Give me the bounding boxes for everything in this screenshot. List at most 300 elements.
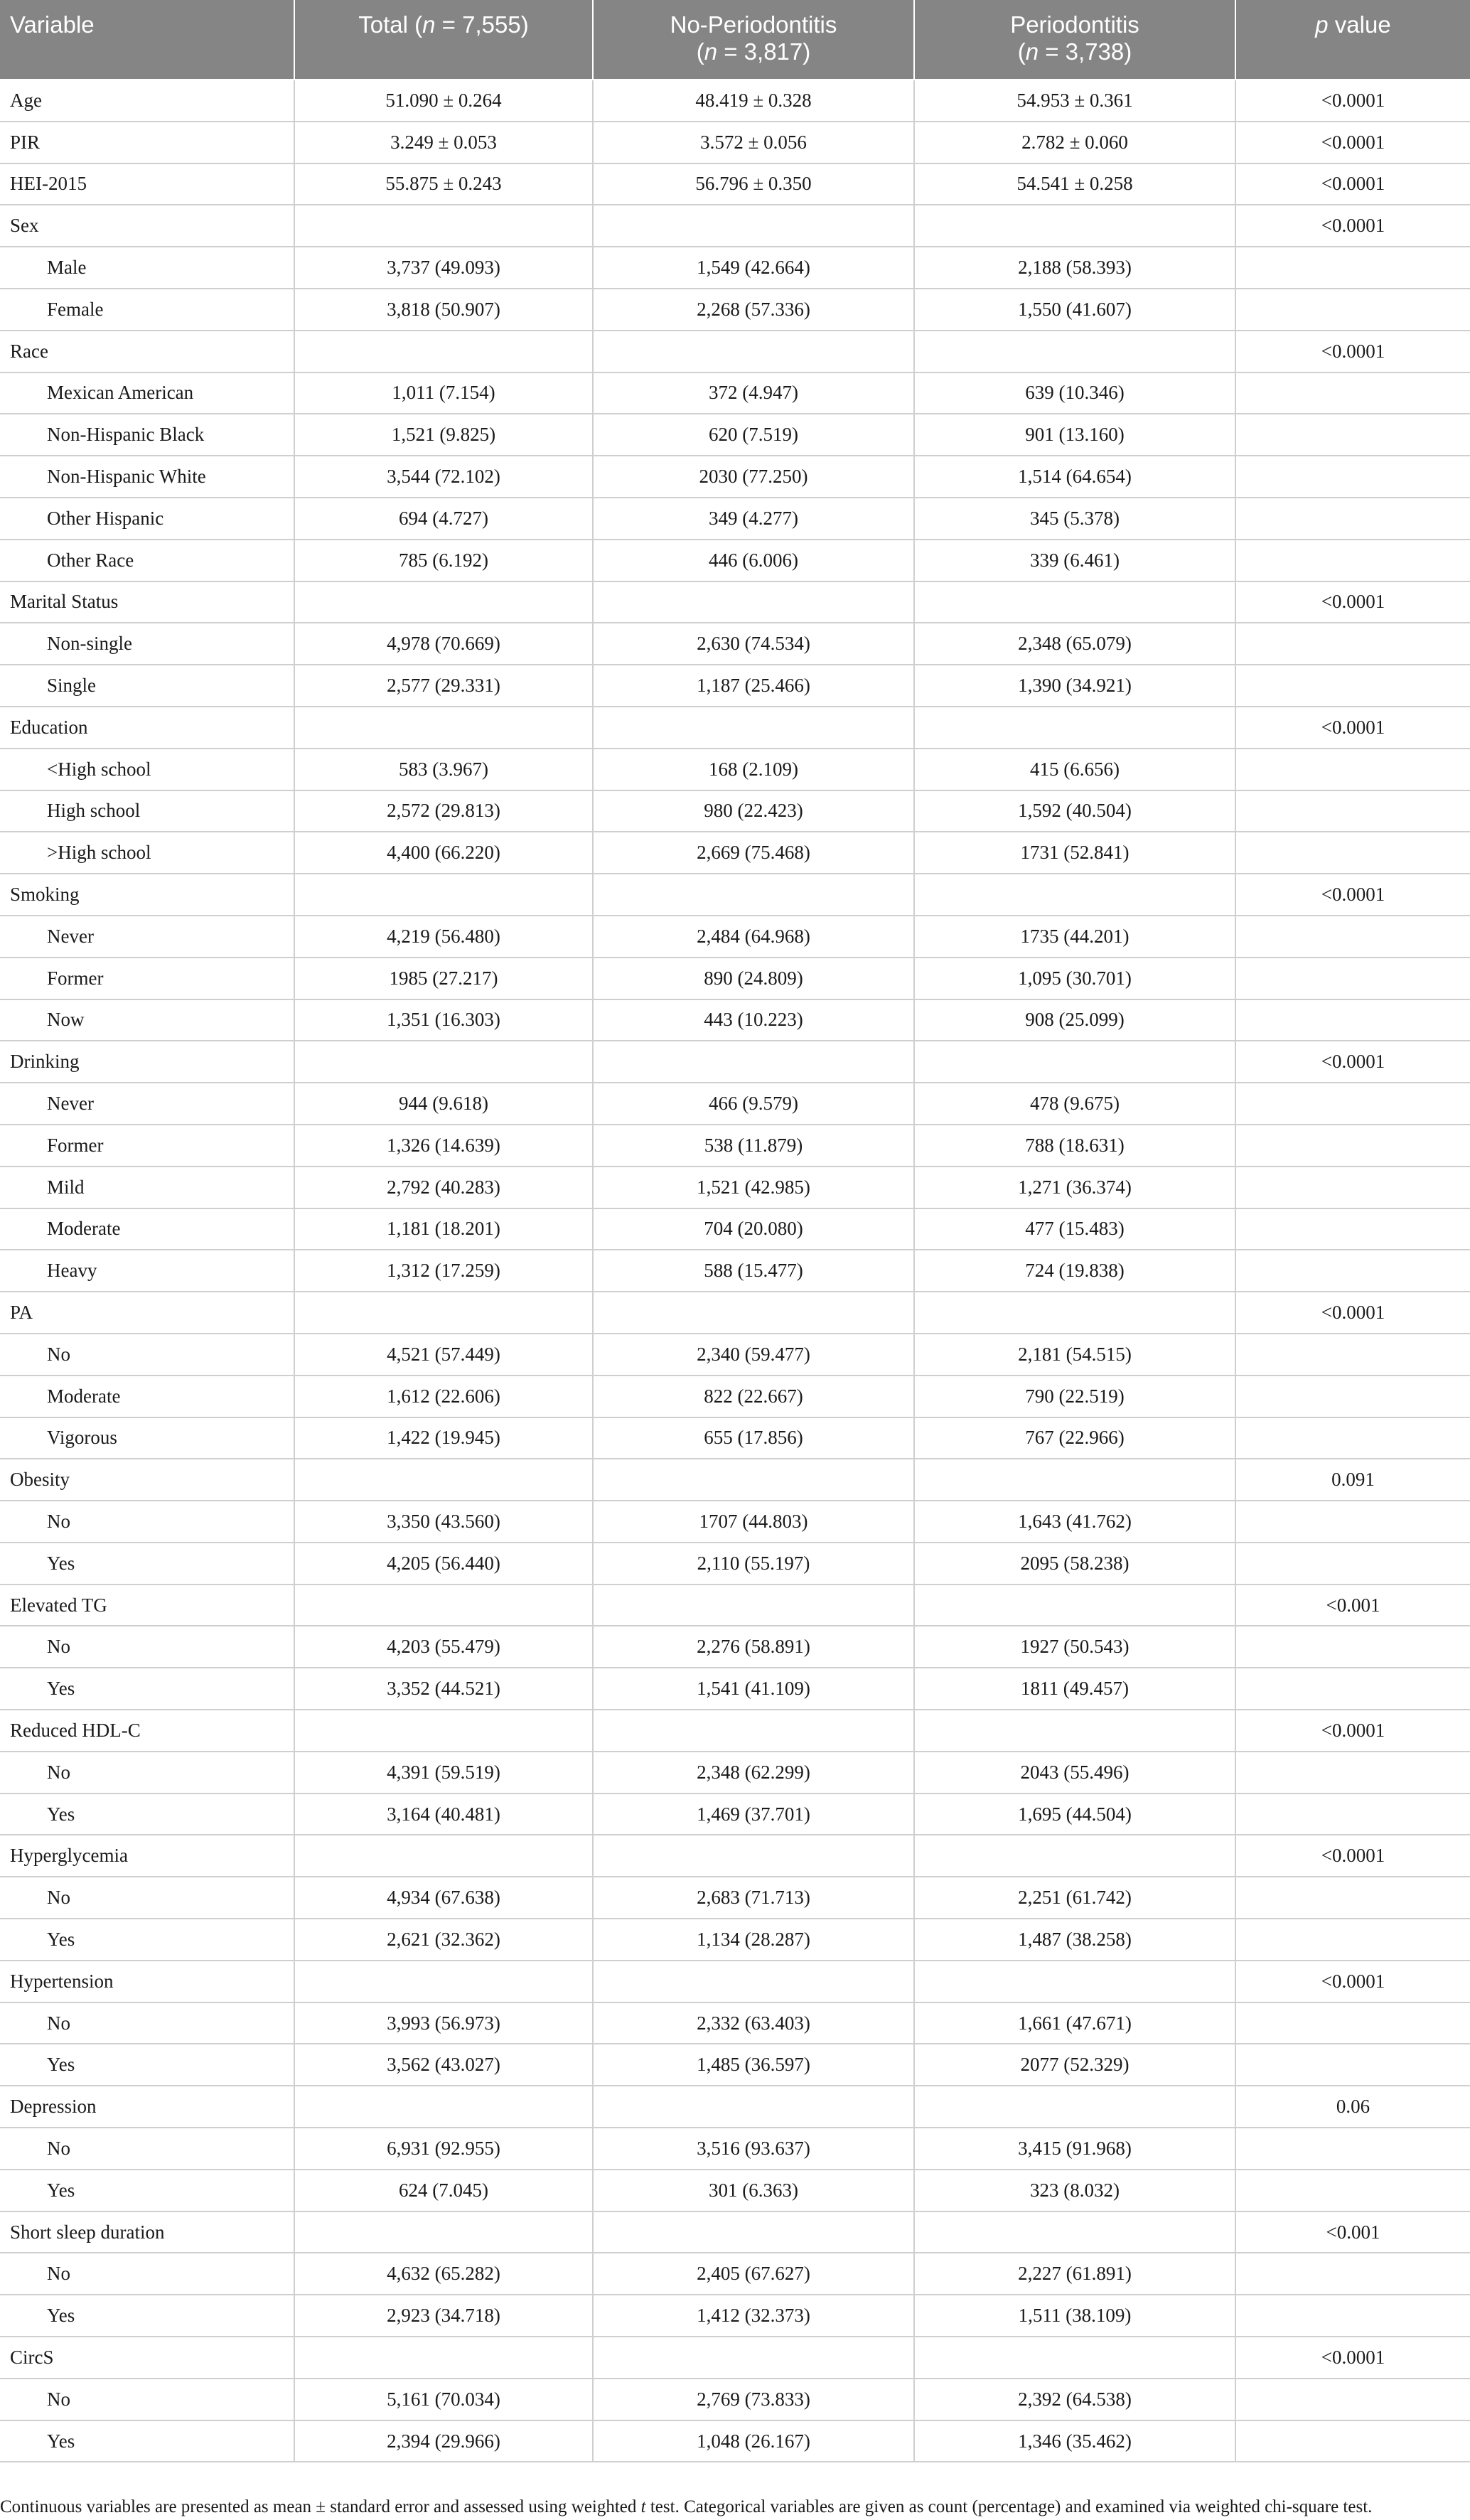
cell-periodontitis: 1,346 (35.462) — [914, 2420, 1235, 2462]
cell-no-periodontitis — [593, 1459, 914, 1501]
table-footnote: Continuous variables are presented as mean ± standard error and assessed using weighted t test. Categorical variables are given as count (percentage) and examined via weighted chi-square test. — [0, 2497, 1373, 2516]
cell-p-value — [1235, 1543, 1470, 1585]
table-row — [0, 122, 1470, 163]
cell-total — [294, 1710, 593, 1752]
cell-total: 624 (7.045) — [294, 2170, 593, 2211]
cell-periodontitis: 1735 (44.201) — [914, 916, 1235, 958]
cell-p-value — [1235, 498, 1470, 540]
cell-periodontitis: 908 (25.099) — [914, 999, 1235, 1041]
cell-variable: Moderate — [0, 1376, 294, 1417]
cell-p-value — [1235, 2379, 1470, 2420]
cell-variable: Mexican American — [0, 372, 294, 414]
header-total: Total (n = 7,555) — [294, 0, 593, 80]
cell-no-periodontitis: 2,348 (62.299) — [593, 1752, 914, 1794]
cell-total — [294, 1961, 593, 2002]
cell-variable: Obesity — [0, 1459, 294, 1501]
table-row — [0, 2253, 1470, 2295]
cell-variable: No — [0, 2002, 294, 2044]
cell-no-periodontitis: 1,521 (42.985) — [593, 1167, 914, 1208]
cell-p-value — [1235, 1794, 1470, 1835]
cell-variable: Former — [0, 958, 294, 999]
header-variable: Variable — [0, 0, 294, 80]
table-row — [0, 2420, 1470, 2462]
table-row — [0, 1961, 1470, 2002]
cell-variable: >High school — [0, 832, 294, 874]
cell-periodontitis: 1731 (52.841) — [914, 832, 1235, 874]
table-row — [0, 205, 1470, 247]
cell-variable: Non-Hispanic Black — [0, 414, 294, 456]
header-p-value: p value — [1235, 0, 1470, 80]
cell-p-value: <0.0001 — [1235, 1292, 1470, 1334]
cell-p-value — [1235, 414, 1470, 456]
cell-no-periodontitis: 48.419 ± 0.328 — [593, 80, 914, 122]
cell-p-value — [1235, 2170, 1470, 2211]
table-row — [0, 1292, 1470, 1334]
cell-periodontitis: 790 (22.519) — [914, 1376, 1235, 1417]
cell-periodontitis: 2.782 ± 0.060 — [914, 122, 1235, 163]
cell-total: 3,350 (43.560) — [294, 1501, 593, 1543]
cell-total: 1,326 (14.639) — [294, 1125, 593, 1167]
cell-variable: Drinking — [0, 1041, 294, 1083]
cell-p-value — [1235, 2002, 1470, 2044]
table-row — [0, 1334, 1470, 1376]
cell-total: 3,164 (40.481) — [294, 1794, 593, 1835]
cell-periodontitis: 1927 (50.543) — [914, 1626, 1235, 1668]
cell-total: 4,934 (67.638) — [294, 1877, 593, 1919]
cell-total: 785 (6.192) — [294, 540, 593, 581]
cell-variable: Yes — [0, 2044, 294, 2086]
cell-periodontitis: 1,695 (44.504) — [914, 1794, 1235, 1835]
table-row — [0, 2379, 1470, 2420]
cell-periodontitis — [914, 2211, 1235, 2253]
cell-total — [294, 2211, 593, 2253]
cell-no-periodontitis — [593, 205, 914, 247]
cell-periodontitis: 415 (6.656) — [914, 749, 1235, 790]
cell-no-periodontitis: 2,110 (55.197) — [593, 1543, 914, 1585]
table-row — [0, 1501, 1470, 1543]
cell-periodontitis: 1,487 (38.258) — [914, 1919, 1235, 1961]
cell-p-value — [1235, 790, 1470, 832]
cell-no-periodontitis: 443 (10.223) — [593, 999, 914, 1041]
cell-variable: Yes — [0, 1919, 294, 1961]
table-row — [0, 1208, 1470, 1250]
cell-periodontitis: 3,415 (91.968) — [914, 2128, 1235, 2170]
cell-no-periodontitis: 446 (6.006) — [593, 540, 914, 581]
table-row — [0, 999, 1470, 1041]
table-header — [0, 0, 1470, 80]
table-row — [0, 1167, 1470, 1208]
cell-no-periodontitis: 822 (22.667) — [593, 1376, 914, 1417]
cell-periodontitis: 724 (19.838) — [914, 1250, 1235, 1292]
cell-periodontitis: 2,188 (58.393) — [914, 247, 1235, 289]
cell-no-periodontitis: 2,332 (63.403) — [593, 2002, 914, 2044]
cell-p-value — [1235, 999, 1470, 1041]
cell-variable: Other Hispanic — [0, 498, 294, 540]
cell-periodontitis: 477 (15.483) — [914, 1208, 1235, 1250]
cell-periodontitis: 1,661 (47.671) — [914, 2002, 1235, 2044]
table-row — [0, 163, 1470, 205]
cell-no-periodontitis: 3.572 ± 0.056 — [593, 122, 914, 163]
cell-periodontitis: 2077 (52.329) — [914, 2044, 1235, 2086]
table-row — [0, 1752, 1470, 1794]
cell-total: 3.249 ± 0.053 — [294, 122, 593, 163]
cell-variable: Non-single — [0, 623, 294, 665]
table-row — [0, 1710, 1470, 1752]
cell-total: 694 (4.727) — [294, 498, 593, 540]
cell-p-value: <0.0001 — [1235, 331, 1470, 372]
cell-total: 1,312 (17.259) — [294, 1250, 593, 1292]
cell-periodontitis: 1,643 (41.762) — [914, 1501, 1235, 1543]
cell-periodontitis — [914, 1961, 1235, 2002]
table-row — [0, 749, 1470, 790]
cell-total: 4,978 (70.669) — [294, 623, 593, 665]
cell-periodontitis: 788 (18.631) — [914, 1125, 1235, 1167]
cell-periodontitis: 1,390 (34.921) — [914, 665, 1235, 707]
cell-p-value — [1235, 1668, 1470, 1710]
cell-p-value — [1235, 247, 1470, 289]
cell-total — [294, 1292, 593, 1334]
cell-p-value — [1235, 1208, 1470, 1250]
cell-no-periodontitis: 56.796 ± 0.350 — [593, 163, 914, 205]
cell-no-periodontitis: 3,516 (93.637) — [593, 2128, 914, 2170]
cell-p-value: <0.0001 — [1235, 707, 1470, 749]
cell-periodontitis: 339 (6.461) — [914, 540, 1235, 581]
table-row — [0, 2044, 1470, 2086]
cell-total: 4,203 (55.479) — [294, 1626, 593, 1668]
table-row — [0, 916, 1470, 958]
cell-total: 51.090 ± 0.264 — [294, 80, 593, 122]
cell-no-periodontitis — [593, 1041, 914, 1083]
cell-total: 2,577 (29.331) — [294, 665, 593, 707]
cell-total — [294, 581, 593, 623]
cell-p-value: <0.0001 — [1235, 2337, 1470, 2379]
cell-no-periodontitis — [593, 2337, 914, 2379]
cell-periodontitis — [914, 205, 1235, 247]
cell-total: 4,632 (65.282) — [294, 2253, 593, 2295]
cell-variable: Now — [0, 999, 294, 1041]
cell-total — [294, 1459, 593, 1501]
table-row — [0, 2128, 1470, 2170]
cell-periodontitis: 1,514 (64.654) — [914, 456, 1235, 498]
cell-variable: Heavy — [0, 1250, 294, 1292]
cell-p-value — [1235, 1334, 1470, 1376]
cell-p-value: <0.0001 — [1235, 163, 1470, 205]
cell-total: 1985 (27.217) — [294, 958, 593, 999]
cell-variable: Race — [0, 331, 294, 372]
cell-p-value: 0.06 — [1235, 2086, 1470, 2128]
table-row — [0, 456, 1470, 498]
cell-variable: No — [0, 2128, 294, 2170]
cell-variable: Never — [0, 1083, 294, 1125]
cell-variable: Yes — [0, 1543, 294, 1585]
cell-no-periodontitis: 1,134 (28.287) — [593, 1919, 914, 1961]
cell-p-value: <0.0001 — [1235, 1041, 1470, 1083]
cell-total: 4,205 (56.440) — [294, 1543, 593, 1585]
cell-no-periodontitis: 1,541 (41.109) — [593, 1668, 914, 1710]
cell-variable: No — [0, 1626, 294, 1668]
cell-total — [294, 2337, 593, 2379]
cell-variable: Hypertension — [0, 1961, 294, 2002]
cell-total: 944 (9.618) — [294, 1083, 593, 1125]
cell-total: 1,521 (9.825) — [294, 414, 593, 456]
cell-no-periodontitis — [593, 707, 914, 749]
cell-variable: <High school — [0, 749, 294, 790]
cell-no-periodontitis — [593, 1710, 914, 1752]
cell-total: 3,818 (50.907) — [294, 289, 593, 331]
cell-periodontitis: 54.541 ± 0.258 — [914, 163, 1235, 205]
cell-periodontitis — [914, 2086, 1235, 2128]
cell-periodontitis — [914, 2337, 1235, 2379]
cell-total: 2,621 (32.362) — [294, 1919, 593, 1961]
cell-periodontitis — [914, 581, 1235, 623]
cell-periodontitis: 2,348 (65.079) — [914, 623, 1235, 665]
cell-total — [294, 874, 593, 916]
cell-total: 1,181 (18.201) — [294, 1208, 593, 1250]
cell-no-periodontitis: 1,549 (42.664) — [593, 247, 914, 289]
cell-variable: No — [0, 1501, 294, 1543]
cell-p-value — [1235, 1250, 1470, 1292]
cell-total: 1,422 (19.945) — [294, 1417, 593, 1459]
cell-periodontitis — [914, 707, 1235, 749]
cell-no-periodontitis: 2,769 (73.833) — [593, 2379, 914, 2420]
table-row — [0, 1919, 1470, 1961]
cell-periodontitis — [914, 1459, 1235, 1501]
cell-p-value: <0.0001 — [1235, 1835, 1470, 1877]
table-row — [0, 1459, 1470, 1501]
table-row — [0, 1794, 1470, 1835]
table-row — [0, 581, 1470, 623]
cell-no-periodontitis: 301 (6.363) — [593, 2170, 914, 2211]
cell-variable: Other Race — [0, 540, 294, 581]
cell-no-periodontitis: 1,469 (37.701) — [593, 1794, 914, 1835]
cell-p-value — [1235, 1167, 1470, 1208]
cell-no-periodontitis: 2,669 (75.468) — [593, 832, 914, 874]
cell-p-value — [1235, 1501, 1470, 1543]
cell-no-periodontitis: 2030 (77.250) — [593, 456, 914, 498]
cell-no-periodontitis: 538 (11.879) — [593, 1125, 914, 1167]
cell-total — [294, 2086, 593, 2128]
cell-total: 2,792 (40.283) — [294, 1167, 593, 1208]
cell-variable: Mild — [0, 1167, 294, 1208]
cell-variable: No — [0, 1877, 294, 1919]
cell-p-value — [1235, 749, 1470, 790]
cell-no-periodontitis: 980 (22.423) — [593, 790, 914, 832]
cell-variable: Depression — [0, 2086, 294, 2128]
table-row — [0, 665, 1470, 707]
cell-periodontitis: 1,511 (38.109) — [914, 2295, 1235, 2337]
cell-variable: Marital Status — [0, 581, 294, 623]
cell-total: 2,572 (29.813) — [294, 790, 593, 832]
header-periodontitis: Periodontitis (n = 3,738) — [914, 0, 1235, 80]
cell-variable: No — [0, 2253, 294, 2295]
cell-periodontitis: 639 (10.346) — [914, 372, 1235, 414]
cell-p-value: <0.0001 — [1235, 581, 1470, 623]
table-row — [0, 1250, 1470, 1292]
table-row — [0, 372, 1470, 414]
cell-variable: Yes — [0, 2420, 294, 2462]
cell-periodontitis: 1,271 (36.374) — [914, 1167, 1235, 1208]
cell-periodontitis: 2095 (58.238) — [914, 1543, 1235, 1585]
cell-periodontitis — [914, 1835, 1235, 1877]
table-row — [0, 1835, 1470, 1877]
table-row — [0, 2002, 1470, 2044]
table-body — [0, 80, 1470, 2462]
cell-p-value — [1235, 2253, 1470, 2295]
cell-p-value — [1235, 1919, 1470, 1961]
table-row — [0, 1626, 1470, 1668]
cell-variable: Short sleep duration — [0, 2211, 294, 2253]
cell-no-periodontitis: 466 (9.579) — [593, 1083, 914, 1125]
cell-periodontitis: 2,251 (61.742) — [914, 1877, 1235, 1919]
cell-p-value — [1235, 1376, 1470, 1417]
cell-total: 2,394 (29.966) — [294, 2420, 593, 2462]
cell-total — [294, 205, 593, 247]
cell-p-value — [1235, 623, 1470, 665]
cell-total — [294, 707, 593, 749]
table-row — [0, 1125, 1470, 1167]
cell-periodontitis: 2,227 (61.891) — [914, 2253, 1235, 2295]
table-row — [0, 623, 1470, 665]
cell-variable: Yes — [0, 2295, 294, 2337]
cell-no-periodontitis — [593, 581, 914, 623]
cell-no-periodontitis: 1707 (44.803) — [593, 1501, 914, 1543]
cell-total: 2,923 (34.718) — [294, 2295, 593, 2337]
cell-variable: No — [0, 1752, 294, 1794]
cell-no-periodontitis: 890 (24.809) — [593, 958, 914, 999]
table-row — [0, 80, 1470, 122]
cell-p-value — [1235, 2295, 1470, 2337]
cell-no-periodontitis — [593, 1961, 914, 2002]
cell-variable: PA — [0, 1292, 294, 1334]
cell-variable: Reduced HDL-C — [0, 1710, 294, 1752]
cell-periodontitis: 323 (8.032) — [914, 2170, 1235, 2211]
cell-total — [294, 1585, 593, 1626]
table-row — [0, 1668, 1470, 1710]
cell-no-periodontitis: 2,276 (58.891) — [593, 1626, 914, 1668]
cell-variable: Non-Hispanic White — [0, 456, 294, 498]
cell-periodontitis — [914, 874, 1235, 916]
cell-variable: Moderate — [0, 1208, 294, 1250]
cell-no-periodontitis — [593, 1292, 914, 1334]
cell-total: 3,352 (44.521) — [294, 1668, 593, 1710]
cell-variable: Education — [0, 707, 294, 749]
cell-no-periodontitis: 1,048 (26.167) — [593, 2420, 914, 2462]
cell-total: 1,612 (22.606) — [294, 1376, 593, 1417]
cell-variable: Hyperglycemia — [0, 1835, 294, 1877]
cell-p-value — [1235, 2420, 1470, 2462]
table-row — [0, 707, 1470, 749]
cell-periodontitis: 1811 (49.457) — [914, 1668, 1235, 1710]
cell-p-value — [1235, 665, 1470, 707]
cell-p-value: <0.0001 — [1235, 874, 1470, 916]
table-row — [0, 289, 1470, 331]
cell-periodontitis — [914, 1041, 1235, 1083]
cell-variable: Yes — [0, 1794, 294, 1835]
cell-periodontitis: 478 (9.675) — [914, 1083, 1235, 1125]
cell-periodontitis — [914, 1292, 1235, 1334]
cell-periodontitis: 2,181 (54.515) — [914, 1334, 1235, 1376]
cell-variable: PIR — [0, 122, 294, 163]
cell-total: 4,400 (66.220) — [294, 832, 593, 874]
cell-variable: Single — [0, 665, 294, 707]
table-row — [0, 1041, 1470, 1083]
cell-total: 4,219 (56.480) — [294, 916, 593, 958]
cell-no-periodontitis: 1,485 (36.597) — [593, 2044, 914, 2086]
cell-p-value: <0.0001 — [1235, 1961, 1470, 2002]
cell-periodontitis — [914, 331, 1235, 372]
table-row — [0, 958, 1470, 999]
table-row — [0, 1877, 1470, 1919]
cell-no-periodontitis: 620 (7.519) — [593, 414, 914, 456]
cell-variable: High school — [0, 790, 294, 832]
cell-periodontitis: 345 (5.378) — [914, 498, 1235, 540]
cell-p-value: <0.001 — [1235, 1585, 1470, 1626]
cell-periodontitis: 54.953 ± 0.361 — [914, 80, 1235, 122]
cell-total: 3,993 (56.973) — [294, 2002, 593, 2044]
cell-p-value: <0.0001 — [1235, 80, 1470, 122]
cell-p-value — [1235, 958, 1470, 999]
table-row — [0, 1585, 1470, 1626]
cell-total: 3,737 (49.093) — [294, 247, 593, 289]
cell-periodontitis: 1,550 (41.607) — [914, 289, 1235, 331]
cell-periodontitis: 2,392 (64.538) — [914, 2379, 1235, 2420]
cell-p-value — [1235, 2044, 1470, 2086]
cell-total: 6,931 (92.955) — [294, 2128, 593, 2170]
cell-p-value — [1235, 1417, 1470, 1459]
cell-no-periodontitis: 588 (15.477) — [593, 1250, 914, 1292]
cell-variable: No — [0, 2379, 294, 2420]
table-row — [0, 331, 1470, 372]
cell-total: 4,521 (57.449) — [294, 1334, 593, 1376]
cell-no-periodontitis: 2,268 (57.336) — [593, 289, 914, 331]
cell-periodontitis: 901 (13.160) — [914, 414, 1235, 456]
cell-variable: No — [0, 1334, 294, 1376]
cell-no-periodontitis: 2,405 (67.627) — [593, 2253, 914, 2295]
cell-p-value — [1235, 289, 1470, 331]
cell-variable: CircS — [0, 2337, 294, 2379]
cell-p-value — [1235, 1752, 1470, 1794]
table-row — [0, 540, 1470, 581]
cell-no-periodontitis — [593, 2211, 914, 2253]
cell-total — [294, 1041, 593, 1083]
cell-variable: Age — [0, 80, 294, 122]
cell-total: 3,544 (72.102) — [294, 456, 593, 498]
cell-total: 55.875 ± 0.243 — [294, 163, 593, 205]
cell-no-periodontitis: 1,412 (32.373) — [593, 2295, 914, 2337]
cell-total: 1,351 (16.303) — [294, 999, 593, 1041]
cell-periodontitis — [914, 1585, 1235, 1626]
cell-p-value — [1235, 540, 1470, 581]
cell-p-value — [1235, 916, 1470, 958]
cell-no-periodontitis: 2,683 (71.713) — [593, 1877, 914, 1919]
table-row — [0, 2170, 1470, 2211]
cell-total: 5,161 (70.034) — [294, 2379, 593, 2420]
cell-p-value: 0.091 — [1235, 1459, 1470, 1501]
cell-variable: Sex — [0, 205, 294, 247]
cell-variable: HEI-2015 — [0, 163, 294, 205]
cell-no-periodontitis — [593, 331, 914, 372]
table-row — [0, 1083, 1470, 1125]
cell-no-periodontitis: 372 (4.947) — [593, 372, 914, 414]
cell-variable: Former — [0, 1125, 294, 1167]
table-row — [0, 498, 1470, 540]
cell-variable: Smoking — [0, 874, 294, 916]
table-row — [0, 414, 1470, 456]
cell-variable: Vigorous — [0, 1417, 294, 1459]
cell-total: 1,011 (7.154) — [294, 372, 593, 414]
cell-p-value — [1235, 1083, 1470, 1125]
header-no-periodontitis: No-Periodontitis (n = 3,817) — [593, 0, 914, 80]
